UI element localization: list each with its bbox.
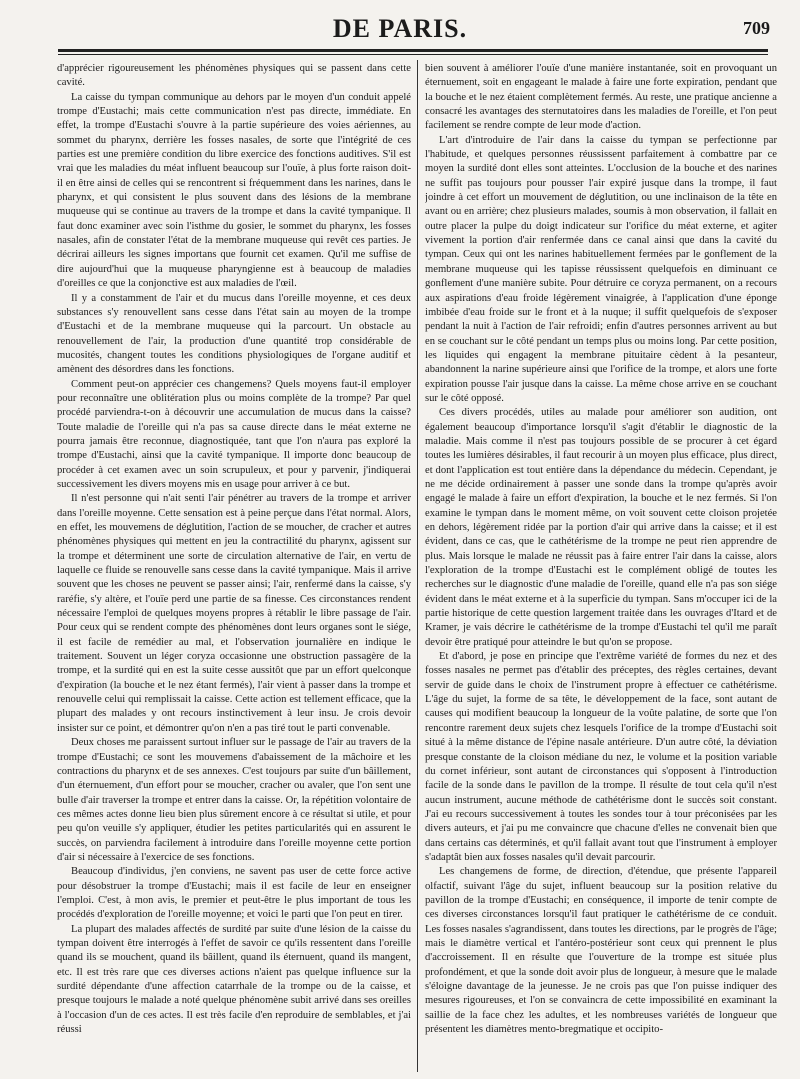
- paragraph: Les changemens de forme, de direction, d'étendue, que présente l'appareil olfactif, suivant l'âge du sujet, influent beaucoup sur la position relative du pavillon de la trompe d'Eustachi; en conséquence, il importe de tenir compte de ces diverses circonstances lorsqu'il faut pratiquer le cathétérisme de ce conduit. Les fosses nasales s'agrandissent, dans toutes les directions, par le progrès de l'âge; mais le diamètre vertical et l'antéro-postérieur sont ceux qui prennent le plus d'accroissement. Il en résulte que l'ouverture de la trompe est située plus profondément, et que la sonde doit avoir plus de longueur, à mesure que le malade s'éloigne davantage de la jeunesse. Je ne crois pas que l'on puisse indiquer des mesures rigoureuses, et l'on se convaincra de cette impossibilité en examinant la saillie de la face chez les adultes, et les nombreuses variétés de longueur que présentent les diamètres mento-bregmatique et occipito-: [425, 866, 777, 1036]
- paragraph: Ces divers procédés, utiles au malade pour améliorer son audition, ont également beaucoup d'importance lorsqu'il s'agit d'établir le diagnostic de la maladie. Mais comme il n'est pas toujours possible de se procurer à cet égard toutes les lumières désirables, il faut recourir à un moyen plus efficace, plus direct, et dont l'application est tout entière dans la dépendance du médecin. Cependant, je ne me décide ordinairement à passer une sonde dans la trompe qu'après avoir engagé le malade à faire un effort d'expiration, la bouche et le nez fermés. Si l'on examine le tympan dans le moment même, on voit souvent cette cloison projetée en dehors, légèrement ridée par la portion d'air qui arrive dans la caisse; et il est évident, dans ce cas, que le cathétérisme de la trompe ne peut rien apprendre de plus. Mais lorsque le malade ne réussit pas à faire entrer l'air dans la caisse, alors l'exploration de la trompe d'Eustachi est le complément obligé de toutes les recherches sur le diagnostic d'une maladie de l'oreille, quand elle n'a pas son siége évident dans le méat externe et à la superficie du tympan. Sans m'occuper ici de la partie historique de cette question largement traitée dans les ouvrages d'Itard et de Kramer, je vais décrire le cathétérisme de la trompe d'Eustachi tel qu'il me paraît devoir être pratiqué pour atteindre le but qu'on se propose.: [425, 407, 777, 648]
- paragraph: Il y a constamment de l'air et du mucus dans l'oreille moyenne, et ces deux substances s'y renouvellent sans cesse dans l'état sain au moyen de la trompe d'Eustachi et de la membrane muqueuse qui la parcourt. Un obstacle au renouvellement de l'air, la production d'une quantité trop considérable de mucosités, changent toutes les conditions physiologiques de l'organe auditif et amènent des désordres dans les fonctions.: [57, 292, 411, 376]
- paragraph: La plupart des malades affectés de surdité par suite d'une lésion de la caisse du tympan doivent être interrogés à l'effet de savoir ce qu'ils ressentent dans l'oreille quand ils se mouchent, quand ils bâillent, quand ils éternuent, quand ils mangent, etc. Il est très rare que ces diverses actions n'aient pas quelque influence sur la surdité dépendante d'une affection catarrhale de la trompe ou de la caisse, et presque toujours le malade a noté quelque phénomène subit arrivé dans ses oreilles à l'occasion d'un de ces actes. Il est très facile d'en reproduire de semblables, et j'ai réussi: [57, 923, 411, 1036]
- paragraph: L'art d'introduire de l'air dans la caisse du tympan se perfectionne par l'habitude, et quelques personnes réussissent parfaitement à combattre par ce moyen la surdité dont elles sont atteintes. L'occlusion de la bouche et des narines ne suffit pas toujours pour pousser l'air expiré jusque dans la trompe, il faut joindre à cet effort un mouvement de déglutition, ou une inclinaison de la tête en avant ou en arrière; chez plusieurs malades, soumis à mon observation, il fallait en outre placer la pulpe du doigt indicateur sur l'orifice du méat externe, et agiter vivement la portion d'air renfermée dans ce canal ainsi que dans la cavité du tympan. Ceux qui ont les narines habituellement fermées par le gonflement de la membrane muqueuse qui les tapisse réussissent quelquefois en diminuant ce gonflement d'une manière subite. Pour détruire ce coryza permanent, on a recours aux aspirations d'eau froide légèrement vinaigrée, à l'application d'une éponge imbibée d'eau froide sur le front et à la nuque; il suffit quelquefois de s'exposer pendant la nuit à l'action de l'air refroidi; enfin d'autres personnes arrivent au but en se couchant sur le côté pendant un temps plus ou moins long. Par cette position, les liquides qui engagent la membrane pituitaire cèdent à la pesanteur, abandonnent la narine supérieure ainsi que l'orifice de la trompe, et alors une forte expiration pousse l'air jusque dans la caisse. La même chose arrive en se couchant sur le côté opposé.: [425, 134, 777, 404]
- paragraph: La caisse du tympan communique au dehors par le moyen d'un conduit appelé trompe d'Eustachi; mais cette communication n'est pas directe, immédiate. En effet, la trompe d'Eustachi s'ouvre à la partie supérieure des voies aériennes, au sommet du pharynx, derrière les fosses nasales, de sorte que l'intégrité de ces parties est une première condition du libre exercice des fonctions auditives. S'il est vrai que les maladies du méat influent beaucoup sur l'ouïe, à plus forte raison doit-il en être ainsi de celles qui se rencontrent si fréquemment dans les narines, dans le pharynx, et qui consistent le plus souvent dans des lésions de la membrane muqueuse qui se continue au travers de la trompe et dans la cavité tympanique. Il faut donc examiner avec soin l'isthme du gosier, le sommet du pharynx, les fosses nasales, afin de constater l'état de la membrane muqueuse qui revêt ces parties. Je décrirai ailleurs les signes importans que fournit cet examen. Qu'il me suffise de dire aujourd'hui que la muqueuse pharyngienne est à beaucoup de maladies d'oreilles ce que la conjonctive est aux maladies de l'œil.: [57, 91, 411, 290]
- paragraph: Il n'est personne qui n'ait senti l'air pénétrer au travers de la trompe et arriver dans l'oreille moyenne. Cette sensation est à peine perçue dans l'état normal. Alors, en effet, les mouvemens de déglutition, l'action de se moucher, de cracher et autres phénomènes physiques qui mettent en jeu la contractilité du pharynx, agissent sur la trompe et déterminent une sorte de circulation alternative de l'air, en vertu de laquelle ce fluide se renouvelle sans cesse dans la cavité tympanique. Mais il arrive souvent que les choses ne peuvent se passer ainsi; l'air, renfermé dans la caisse, s'y raréfie, s'y altère, et l'ouïe perd une partie de sa finesse. Ces circonstances rendent nécessaire l'emploi de quelques moyens propres à rétablir le libre passage de l'air. Pour ceux qui se rendent compte des phénomènes dont leurs organes sont le siége, il est facile de remédier au mal, et l'observation journalière en indique le traitement. Souvent un léger coryza occasionne une obstruction passagère de la trompe, et la surdité qui en est la suite cesse aussitôt que par un effort quelconque d'expiration (la bouche et le nez étant fermés), l'air vient à passer dans la trompe et renouvelle celui qui remplissait la caisse. Cette action est tellement efficace, que la plupart des malades y ont recours instinctivement à leur insu. Je crois devoir insister sur ce point, et démontrer qu'on n'en a pas tiré tout le parti convenable.: [57, 493, 411, 734]
- paragraph: Et d'abord, je pose en principe que l'extrême variété de formes du nez et des fosses nasales ne permet pas d'établir des préceptes, des règles certaines, devant servir de guide dans le choix de l'instrument propre à effectuer ce cathétérisme. L'âge du sujet, la forme de sa tête, le développement de la face, sont autant de causes qui modifient beaucoup la longueur de la voûte palatine, de sorte que l'on rencontre rarement deux sujets chez lesquels l'orifice de la trompe d'Eustachi soit situé à la même distance de l'épine nasale antérieure. D'un autre côté, la déviation presque constante de la cloison médiane du nez, le volume et la position variable du cornet inférieur, sont autant de circonstances qui s'opposent à l'introduction facile de la sonde dans le pavillon de la trompe. Il résulte de tout cela qu'il n'est aucun instrument, aucune méthode de cathétérisme dont le succès soit constant. J'ai eu recours successivement à toutes les sondes tour à tour préconisées par les divers auteurs, et j'ai pu me convaincre que chacune d'elles ne convenait bien que dans certains cas déterminés, et qu'il fallait avant tout que l'instrument à employer s'adaptât bien aux fosses nasales qu'il devait parcourir.: [425, 651, 777, 863]
- paragraph: bien souvent à améliorer l'ouïe d'une manière instantanée, soit en provoquant un éternuement, soit en engageant le malade à faire une forte expiration, pendant que la bouche et le nez étaient complètement fermés. Au reste, une pratique ancienne a consacré les avantages des sternutatoires dans les maladies de l'oreille, et l'on peut facilement se rendre compte de leur mode d'action.: [425, 63, 777, 132]
- paragraph: d'apprécier rigoureusement les phénomènes physiques qui se passent dans cette cavité.: [57, 63, 411, 89]
- right-column: [425, 62, 777, 1070]
- page-header: [0, 14, 800, 48]
- paragraph: Comment peut-on apprécier ces changemens? Quels moyens faut-il employer pour reconnaître une oblitération plus ou moins complète de la trompe? Par quel procédé parviendra-t-on à découvrir une accumulation de mucus dans la caisse? Toute maladie de l'oreille qui n'a pas sa cause directe dans le méat externe ne pourra jamais être reconnue, diagnostiquée, tant que l'on n'aura pas exploré la trompe d'Eustachi, ainsi que la cavité tympanique. Il importe donc beaucoup de procéder à cet examen avec un soin scrupuleux, et pour y parvenir, j'indiquerai successivement les divers moyens mis en usage pour arriver à ce but.: [57, 378, 411, 490]
- running-title: DE PARIS.: [332, 14, 468, 43]
- paragraph: Beaucoup d'individus, j'en conviens, ne savent pas user de cette force active pour désobstruer la trompe d'Eustachi; mais il est facile de leur en enseigner l'emploi. C'est, à mon avis, le premier et peut-être le plus important de tous les procédés d'exploration de l'oreille moyenne; et voici le parti que l'on peut en tirer.: [57, 866, 411, 921]
- column-divider: [417, 60, 418, 1072]
- page-number: 709: [743, 18, 770, 38]
- paragraph: Deux choses me paraissent surtout influer sur le passage de l'air au travers de la trompe d'Eustachi; ce sont les mouvemens d'abaissement de la mâchoire et les contractions du pharynx et de ses annexes. C'est toujours par suite d'un bâillement, d'un éternuement, d'un effort pour se moucher, cracher ou avaler, que l'on sent une bulle d'air traverser la trompe et entrer dans la caisse. Or, la répétition volontaire de ces mêmes actes donne lieu bien plus sûrement encore à ce résultat si utile, et pour peu qu'on veuille s'y appliquer, étudier les petites particularités qui en assurent le succès, on parviendra facilement à introduire dans l'oreille moyenne cette portion d'air si nécessaire à l'exercice de ses fonctions.: [57, 737, 411, 863]
- left-column: [57, 62, 411, 1070]
- header-rule: [58, 49, 768, 55]
